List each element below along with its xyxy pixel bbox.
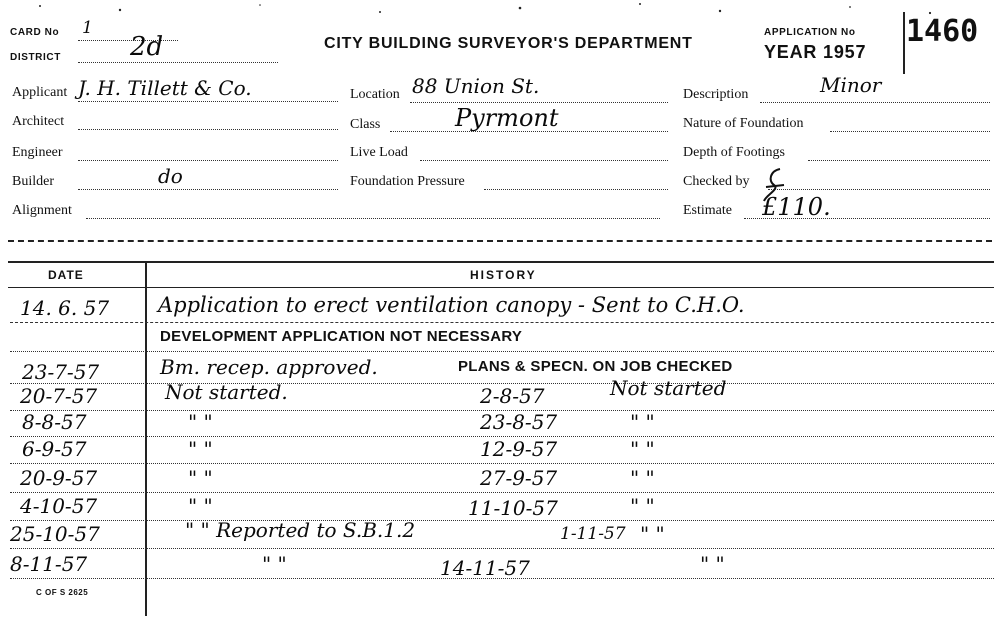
form-code: C OF S 2625 xyxy=(36,588,89,597)
table-row-history: Application to erect ventilation canopy - Sent to C.H.O. xyxy=(158,293,745,317)
table-row-history: " " xyxy=(188,410,213,434)
application-no-label: APPLICATION No xyxy=(764,27,856,38)
table-row-history-2: " " xyxy=(630,466,655,490)
table-row-date-2: 1-11-57 xyxy=(560,524,626,544)
district-value: 2d xyxy=(130,32,164,62)
table-row-date: 14. 6. 57 xyxy=(20,296,110,320)
table-row-history: Bm. recep. approved. xyxy=(160,355,378,379)
development-stamp: DEVELOPMENT APPLICATION NOT NECESSARY xyxy=(160,328,523,345)
history-column-header: HISTORY xyxy=(470,268,537,282)
table-row-date: 23-7-57 xyxy=(22,360,100,384)
class-value: Pyrmont xyxy=(455,104,559,132)
table-row-history: " " xyxy=(262,552,287,576)
table-row-date: 6-9-57 xyxy=(22,437,87,461)
table-row-history: " " xyxy=(188,466,213,490)
live-load-label: Live Load xyxy=(350,145,408,160)
table-row-date-2: 27-9-57 xyxy=(480,466,558,490)
card-no-value: 1 xyxy=(82,18,93,38)
alignment-label: Alignment xyxy=(12,203,72,218)
class-label: Class xyxy=(350,117,381,132)
table-row-date: 8-11-57 xyxy=(10,552,88,576)
estimate-label: Estimate xyxy=(683,203,732,218)
table-row-date: 25-10-57 xyxy=(10,522,100,546)
table-row-date-2: 11-10-57 xyxy=(468,496,558,520)
scan-noise-decoration xyxy=(0,0,999,20)
description-label: Description xyxy=(683,87,749,102)
table-row-history-2: " " xyxy=(630,437,655,461)
builder-value: do xyxy=(158,164,183,188)
table-row-history-2: Not started xyxy=(610,376,727,400)
table-row-history: " " xyxy=(188,437,213,461)
table-row-history-2: " " xyxy=(630,410,655,434)
card-no-label: CARD No xyxy=(10,27,60,38)
table-row-date: 4-10-57 xyxy=(20,494,98,518)
nature-of-foundation-label: Nature of Foundation xyxy=(683,116,804,131)
architect-label: Architect xyxy=(12,114,65,129)
builder-label: Builder xyxy=(12,174,54,189)
table-row-date-2: 14-11-57 xyxy=(440,556,530,580)
application-no-value: 1460 xyxy=(906,14,979,49)
card-title: CITY BUILDING SURVEYOR'S DEPARTMENT xyxy=(324,35,693,52)
estimate-value: £110. xyxy=(762,193,831,221)
location-label: Location xyxy=(350,87,400,102)
table-row-date-2: 23-8-57 xyxy=(480,410,558,434)
plans-checked-stamp: PLANS & SPECN. ON JOB CHECKED xyxy=(458,358,733,375)
table-row-date: 20-7-57 xyxy=(20,384,98,408)
location-value: 88 Union St. xyxy=(412,74,540,98)
applicant-label: Applicant xyxy=(12,85,68,100)
year-label: YEAR 1957 xyxy=(764,42,867,62)
depth-of-footings-label: Depth of Footings xyxy=(683,145,785,160)
table-row-date: 20-9-57 xyxy=(20,466,98,490)
applicant-value: J. H. Tillett & Co. xyxy=(78,76,252,100)
engineer-label: Engineer xyxy=(12,145,63,160)
table-row-date: 8-8-57 xyxy=(22,410,87,434)
date-column-header: DATE xyxy=(48,268,84,282)
foundation-pressure-label: Foundation Pressure xyxy=(350,174,465,189)
description-value: Minor xyxy=(820,73,882,97)
checked-by-label: Checked by xyxy=(683,174,750,189)
table-row-history: Not started. xyxy=(165,380,288,404)
table-row-history-2: " " xyxy=(630,494,655,518)
table-row-history-2: " " xyxy=(700,552,725,576)
table-row-date-2: 12-9-57 xyxy=(480,437,558,461)
table-row-history-2: " " xyxy=(640,522,665,546)
table-row-history: " " Reported to S.B.1.2 xyxy=(185,518,416,542)
table-row-date-2: 2-8-57 xyxy=(480,384,545,408)
district-label: DISTRICT xyxy=(10,52,61,63)
table-row-history: " " xyxy=(188,494,213,518)
